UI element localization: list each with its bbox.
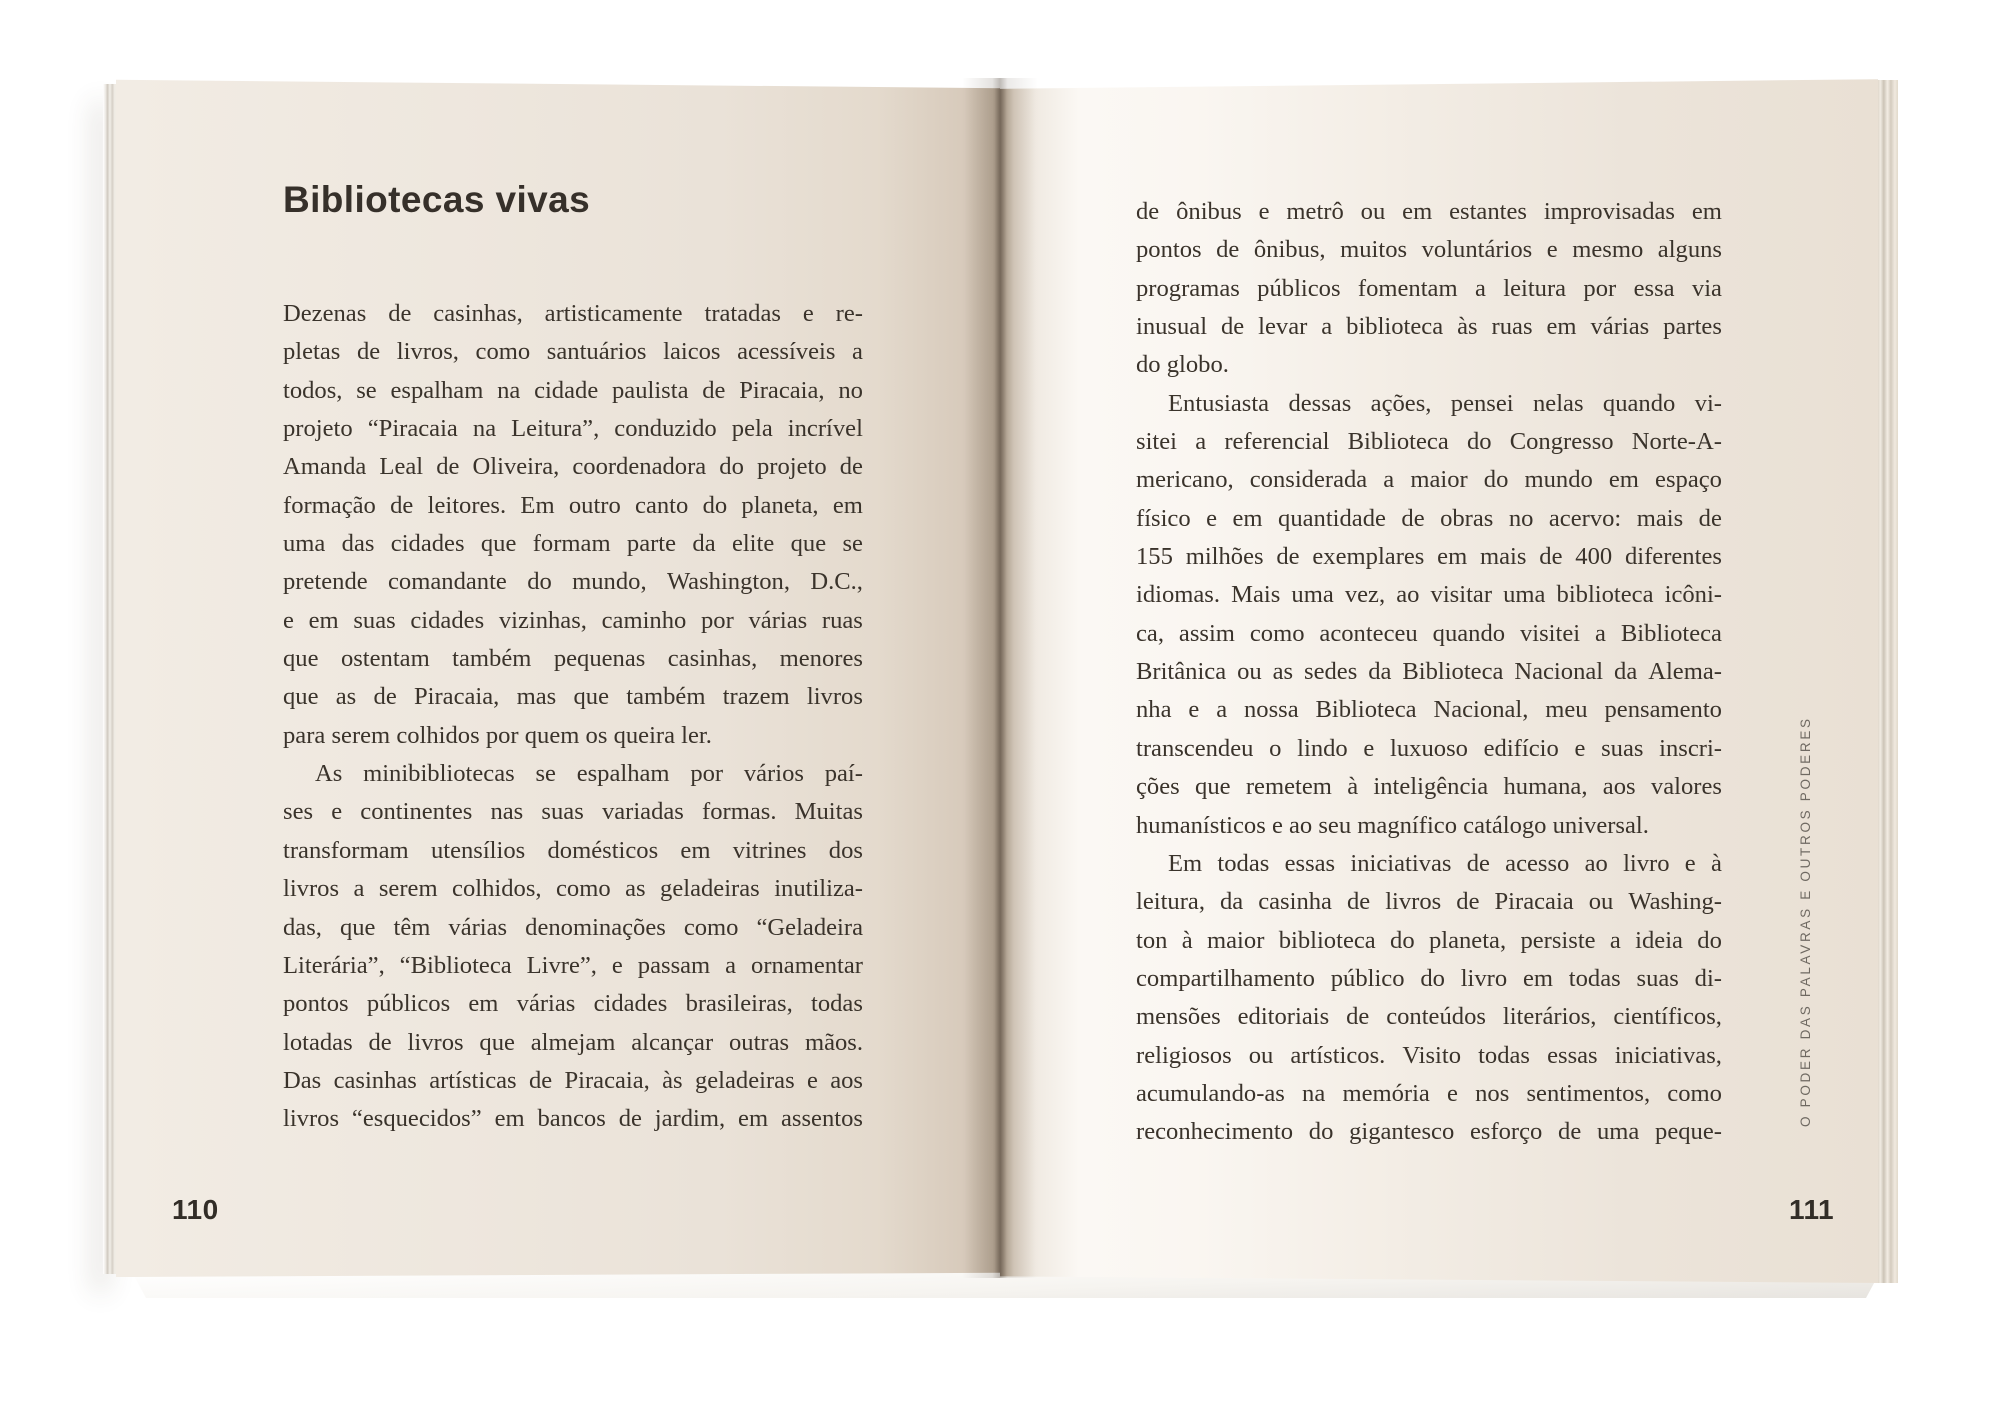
right-text-column	[1136, 193, 1722, 1152]
text-line: ton à maior biblioteca do planeta, persiste a ideia do	[1136, 926, 1722, 954]
text-line: Em todas essas iniciativas de acesso ao livro e à	[1168, 849, 1722, 877]
text-line: pretende comandante do mundo, Washington, D.C.,	[283, 568, 863, 596]
page-number-left: 110	[172, 1194, 219, 1225]
text-line: mensões editoriais de conteúdos literários, científicos,	[1136, 1003, 1722, 1031]
text-line: uma das cidades que formam parte da elite que se	[283, 530, 863, 558]
text-line: Das casinhas artísticas de Piracaia, às geladeiras e aos	[283, 1066, 863, 1094]
margin-running-title: O PODER DAS PALAVRAS E OUTROS PODERES	[1798, 716, 1813, 1127]
text-line: para serem colhidos por quem os queira ler.	[283, 721, 712, 749]
text-line: projeto “Piracaia na Leitura”, conduzido pela incrível	[283, 415, 863, 443]
text-line: Entusiasta dessas ações, pensei nelas quando vi-	[1168, 389, 1722, 417]
text-line: Literária”, “Biblioteca Livre”, e passam a ornamentar	[283, 951, 863, 979]
text-line: nha e a nossa Biblioteca Nacional, meu pensamento	[1136, 696, 1722, 724]
text-line: que as de Piracaia, mas que também trazem livros	[283, 683, 863, 711]
text-line: ca, assim como aconteceu quando visitei a Biblioteca	[1136, 619, 1722, 647]
left-text-column	[283, 295, 863, 1139]
text-line: Dezenas de casinhas, artisticamente tratadas e re-	[283, 300, 863, 327]
text-line: 155 milhões de exemplares em mais de 400 diferentes	[1136, 543, 1722, 571]
text-line: reconhecimento do gigantesco esforço de uma peque-	[1136, 1118, 1722, 1146]
text-line: físico e em quantidade de obras no acervo: mais de	[1136, 504, 1722, 532]
text-line: idiomas. Mais uma vez, ao visitar uma biblioteca icôni-	[1136, 581, 1722, 609]
text-line: acumulando-as na memória e nos sentimentos, como	[1136, 1079, 1722, 1107]
text-line: livros “esquecidos” em bancos de jardim, em assentos	[283, 1105, 863, 1133]
text-line: lotadas de livros que almejam alcançar outras mãos.	[283, 1028, 863, 1056]
text-line: transformam utensílios domésticos em vitrines dos	[283, 836, 863, 864]
right-page-edges	[1877, 80, 1898, 1283]
text-line: do globo.	[1136, 351, 1229, 379]
chapter-heading: Bibliotecas vivas	[283, 179, 591, 220]
text-line: As minibibliotecas se espalham por vários paí-	[315, 760, 863, 788]
text-line: mericano, considerada a maior do mundo em espaço	[1136, 466, 1722, 494]
text-line: humanísticos e ao seu magnífico catálogo universal.	[1136, 811, 1649, 839]
text-line: e em suas cidades vizinhas, caminho por várias ruas	[283, 606, 863, 634]
text-line: Amanda Leal de Oliveira, coordenadora do projeto de	[283, 453, 863, 481]
text-line: inusual de levar a biblioteca às ruas em várias partes	[1136, 313, 1722, 341]
text-line: ções que remetem à inteligência humana, aos valores	[1136, 773, 1722, 801]
text-line: todos, se espalham na cidade paulista de Piracaia, no	[283, 376, 863, 404]
text-line: pontos de ônibus, muitos voluntários e mesmo alguns	[1136, 236, 1722, 264]
text-line: programas públicos fomentam a leitura por essa via	[1136, 274, 1722, 302]
text-line: ses e continentes nas suas variadas formas. Muitas	[283, 798, 863, 826]
text-line: compartilhamento público do livro em todas suas di-	[1136, 964, 1722, 992]
text-line: livros a serem colhidos, como as geladeiras inutiliza-	[283, 875, 863, 903]
text-line: das, que têm várias denominações como “Geladeira	[283, 913, 863, 941]
text-line: formação de leitores. Em outro canto do planeta, em	[283, 491, 863, 519]
text-line: pontos públicos em várias cidades brasileiras, todas	[283, 990, 863, 1018]
text-line: leitura, da casinha de livros de Piracaia ou Washing-	[1136, 888, 1722, 916]
page-number-right: 111	[1789, 1194, 1835, 1225]
text-line: sitei a referencial Biblioteca do Congresso Norte-A-	[1136, 428, 1722, 456]
text-line: pletas de livros, como santuários laicos acessíveis a	[283, 338, 863, 366]
text-line: transcendeu o lindo e luxuoso edifício e suas inscri-	[1136, 734, 1722, 762]
text-line: religiosos ou artísticos. Visito todas essas iniciativas,	[1136, 1041, 1722, 1069]
text-line: Britânica ou as sedes da Biblioteca Nacional da Alema-	[1136, 658, 1722, 686]
text-line: de ônibus e metrô ou em estantes improvisadas em	[1136, 198, 1722, 225]
text-line: que ostentam também pequenas casinhas, menores	[283, 645, 863, 673]
left-page-edges	[103, 84, 118, 1274]
